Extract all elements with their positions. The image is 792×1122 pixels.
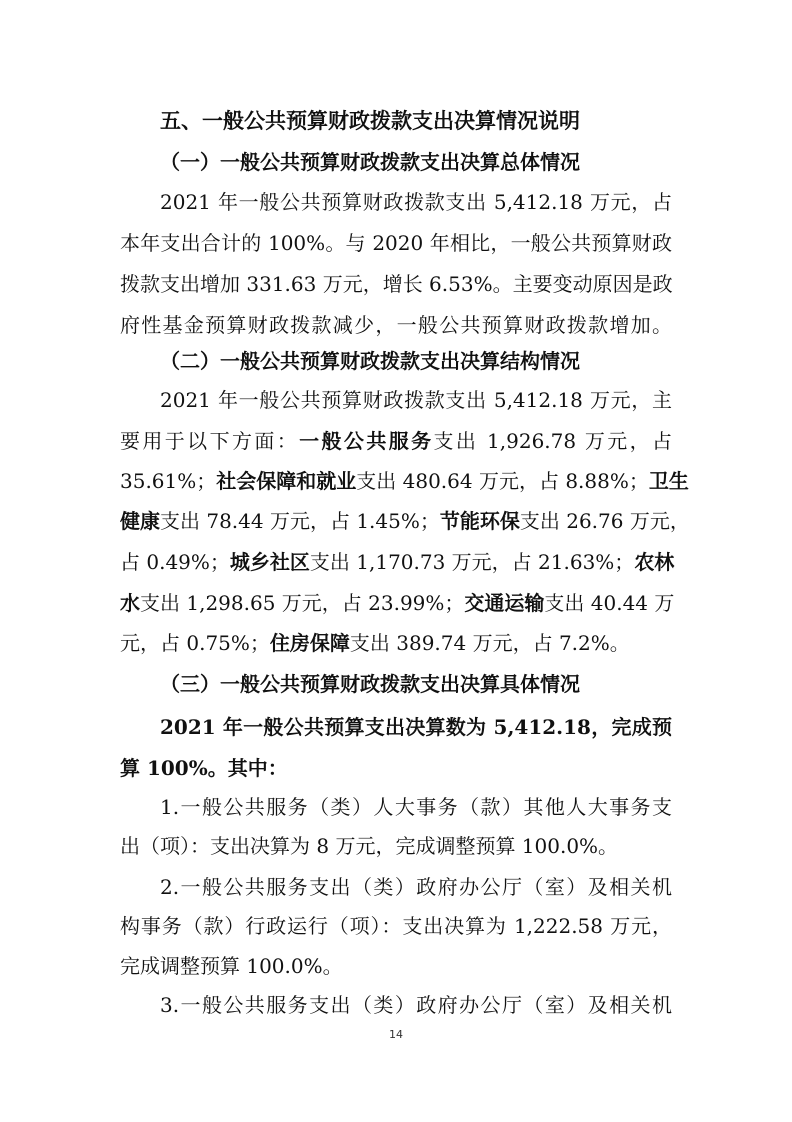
category-name: 社会保障和就业 [216, 469, 357, 493]
category-name: 住房保障 [269, 631, 350, 655]
category-name: 农林 [634, 550, 675, 574]
category-name: 卫生 [648, 469, 689, 493]
text-span: 要用于以下方面： [120, 429, 300, 453]
list-item-continuation [120, 911, 672, 941]
text-span: 支出决算为 1,222.58 万元， [402, 914, 673, 938]
paragraph-line [120, 588, 675, 618]
subsection-2-heading: （二）一般公共预算财政拨款支出决算结构情况 [160, 349, 580, 373]
text-span: 35.61%； [120, 469, 217, 493]
list-item-continuation [120, 831, 672, 861]
text-span: 支出 78.44 万元，占 1.45%； [160, 509, 440, 533]
text-span: 支出 480.64 万元，占 8.88%； [356, 469, 649, 493]
paragraph-line: 2021 年一般公共预算财政拨款支出 5,412.18 万元，主 [160, 388, 672, 412]
category-name: 水 [120, 591, 140, 615]
text-span: 支出 26.76 万元， [519, 509, 690, 533]
paragraph-line [120, 547, 675, 577]
list-item-continuation: 完成调整预算 100.0%。 [120, 954, 343, 978]
text-span: 元，占 0.75%； [120, 631, 270, 655]
category-name: 节能环保 [439, 509, 520, 533]
text-span: 占 0.49%； [120, 550, 230, 574]
text-span: 支出 1,298.65 万元，占 23.99%； [140, 591, 465, 615]
subsection-3-heading: （三）一般公共预算财政拨款支出决算具体情况 [160, 672, 580, 696]
category-name: 一般公共服务 [299, 429, 434, 453]
list-item: 3.一般公共服务支出（类）政府办公厅（室）及相关机 [160, 993, 672, 1017]
category-name: 健康 [120, 509, 160, 533]
paragraph-line [120, 506, 690, 536]
paragraph-line: 2021 年一般公共预算财政拨款支出 5,412.18 万元，占 [160, 190, 672, 214]
paragraph-line: 算 100%。其中： [120, 756, 288, 780]
page-number: 14 [389, 1028, 403, 1041]
paragraph-line: 本年支出合计的 100%。与 2020 年相比，一般公共预算财政 [120, 231, 672, 255]
text-span: 支出 1,170.73 万元，占 21.63%； [309, 550, 635, 574]
paragraph-line [120, 628, 672, 658]
paragraph-line: 2021 年一般公共预算支出决算数为 5,412.18，完成预 [160, 715, 672, 739]
list-item: 1.一般公共服务（类）人大事务（款）其他人大事务支 [160, 795, 672, 819]
paragraph-line [120, 466, 689, 496]
text-span: 支出 1,926.78 万元，占 [433, 429, 673, 453]
text-span: 支出 40.44 万 [544, 591, 675, 615]
paragraph-line [120, 426, 672, 456]
subsection-1-heading: （一）一般公共预算财政拨款支出决算总体情况 [160, 150, 580, 174]
list-item: 2.一般公共服务支出（类）政府办公厅（室）及相关机 [160, 875, 672, 899]
category-name: 城乡社区 [229, 550, 310, 574]
category-name: 交通运输 [464, 591, 545, 615]
text-span: 支出决算为 8 万元，完成调整预算 100.0%。 [210, 834, 619, 858]
paragraph-line: 府性基金预算财政拨款减少，一般公共预算财政拨款增加。 [120, 313, 672, 337]
text-span: 构事务（款）行政运行（项）： [120, 914, 403, 938]
text-span: 出（项）： [120, 834, 210, 858]
section-title: 五、一般公共预算财政拨款支出决算情况说明 [160, 108, 580, 133]
text-span: 支出 389.74 万元，占 7.2%。 [349, 631, 630, 655]
paragraph-line: 拨款支出增加 331.63 万元，增长 6.53%。主要变动原因是政 [120, 272, 673, 296]
